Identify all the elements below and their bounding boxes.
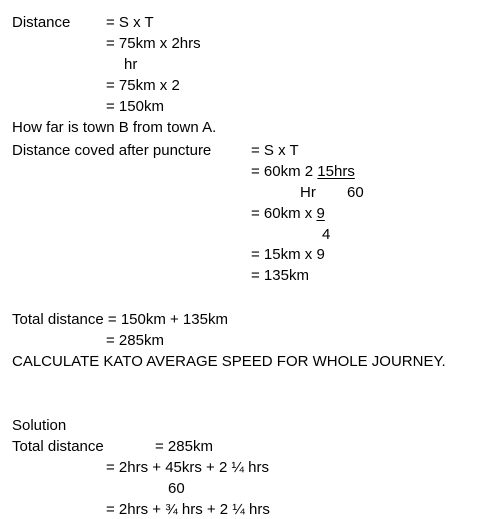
- fraction-60-denominator: 60: [347, 184, 364, 201]
- question-average-speed: CALCULATE KATO AVERAGE SPEED FOR WHOLE JOURNEY.: [12, 353, 446, 370]
- fraction-numerator-15hrs: 15hrs: [317, 163, 355, 180]
- puncture-result: = 135km: [251, 267, 309, 284]
- solution-total-time: = 2hrs + 45krs + 2 ¼ hrs: [106, 459, 270, 476]
- puncture-substitution-prefix: = 60km 2: [251, 163, 318, 180]
- distance-simplified: = 75km x 2: [106, 77, 180, 94]
- distance-formula: = S x T: [106, 14, 154, 31]
- fraction-numerator-9: 9: [316, 205, 325, 222]
- puncture-formula: = S x T: [251, 142, 299, 159]
- puncture-substitution: [251, 163, 355, 181]
- puncture-simplified-prefix: = 60km x: [251, 205, 317, 222]
- solution-total-time-simplified: = 2hrs + ¾ hrs + 2 ¼ hrs: [106, 501, 270, 518]
- distance-after-puncture-label: Distance coved after puncture: [12, 142, 212, 159]
- distance-label: Distance: [12, 14, 71, 31]
- total-distance-sum: Total distance = 150km + 135km: [12, 311, 228, 328]
- solution-fraction-60: 60: [168, 480, 185, 497]
- distance-unit-denominator: hr: [124, 56, 138, 73]
- question-town-distance: How far is town B from town A.: [12, 119, 217, 136]
- solution-total-distance-value: = 285km: [155, 438, 213, 455]
- puncture-reduced: = 15km x 9: [251, 246, 325, 263]
- distance-substitution: = 75km x 2hrs: [106, 35, 201, 52]
- fraction-denominator-4: 4: [322, 226, 331, 243]
- fraction-hr-denominator: Hr: [300, 184, 316, 201]
- distance-result: = 150km: [106, 98, 164, 115]
- puncture-simplified: [251, 205, 325, 223]
- solution-heading: Solution: [12, 417, 67, 434]
- solution-total-distance-label: Total distance: [12, 438, 104, 455]
- total-distance-result: = 285km: [106, 332, 164, 349]
